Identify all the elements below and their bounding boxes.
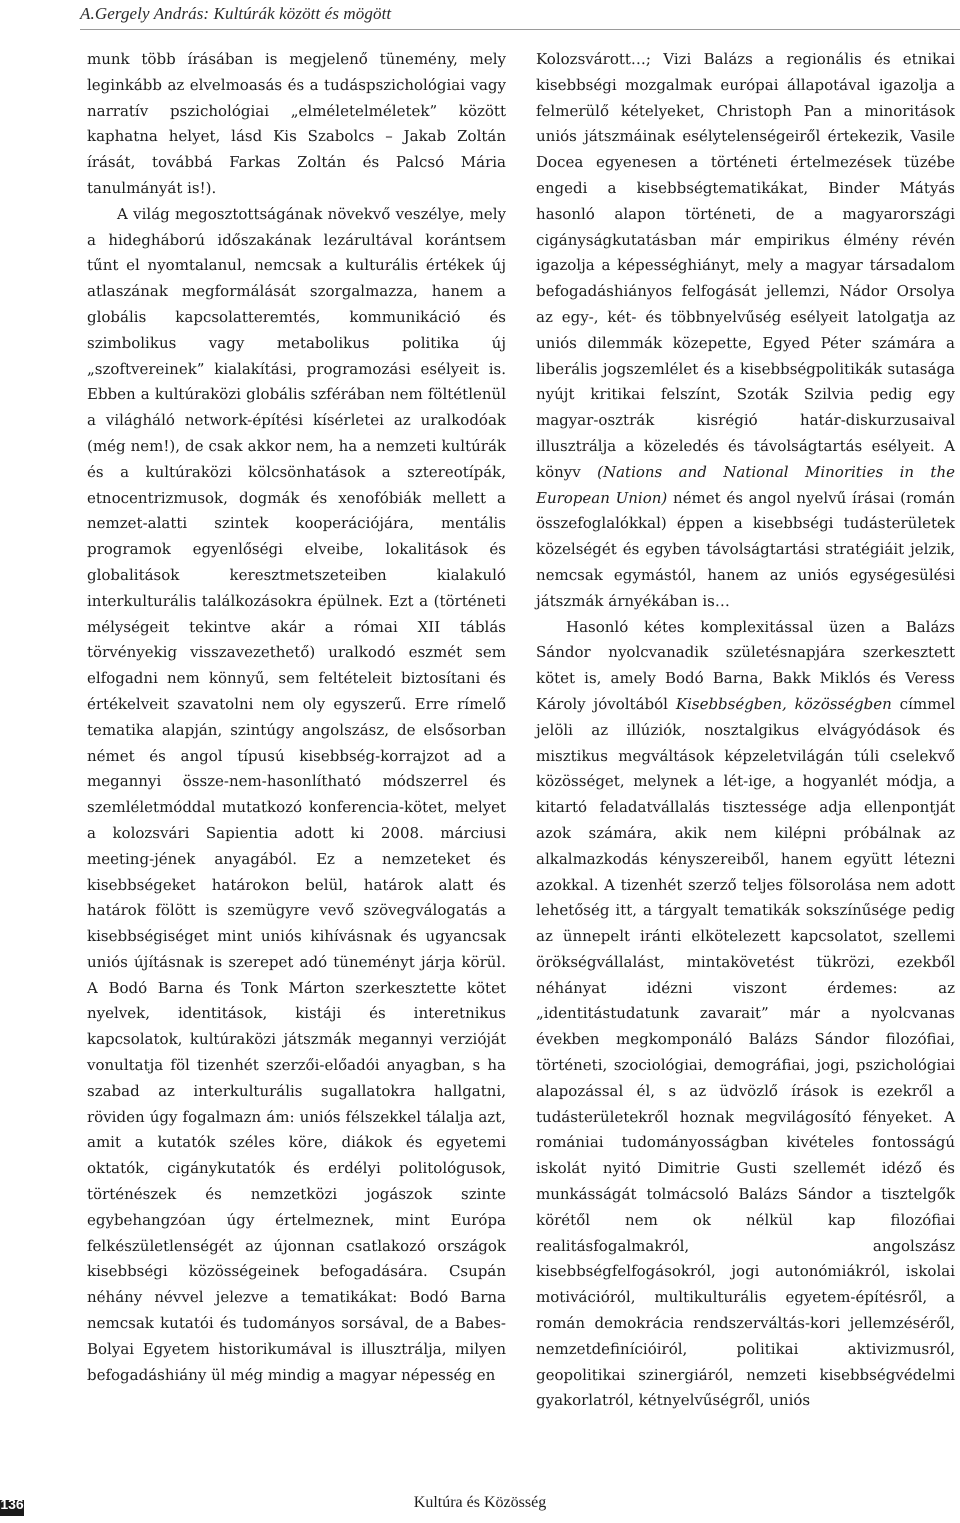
page-number: 136 [0,1496,24,1512]
right-paragraph-2 [536,615,955,1415]
journal-title: Kultúra és Közösség [413,1494,547,1511]
left-paragraph-2: A világ megosztottságának növekvő veszélye, mely a hidegháború időszakának lezárultával korántsem tűnt el nyomtalanul, nemcsak a kulturális értékek új atlaszának megformálását szorgalmazza, hanem a globális kapcsolatteremtés, kommunikáció és szimbolikus vagy metabolikus politika új „szoftvereinek” kialakítási, programozási esélyeit is. Ebben a kultúraközi globális szférában nem föltétlenül a világháló network-építési kísérletei az uralkodóak (még nem!), de csak akkor nem, ha a nemzeti kultúrák és a kultúraközi kölcsönhatások a sztereotípák, etnocentrizmusok, dogmák és xenofóbiák mellett a nemzet-alatti szintek kooperációjára, mentális programok egyenlőségi elveibe, lokalitások és globalitások keresztmetszeteiben kialakuló interkulturális találkozásokra épülnek. Ezt a (történeti mélységeit tekintve akár a római XII táblás törvényekig visszavezethető) uralkodó eszmét sem elfogadni nem könnyű, sem feltételeit biztosítani és értékelveit szavatolni nem oly egyszerű. Erre rímelő tematika alapján, szintúgy angolszász, de elsősorban német és angol típusú kisebbség-korrajzot ad a megannyi össze-nem-hasonlítható módszerrel és szemléletmóddal mutatkozó konferencia-kötet, melyet a kolozsvári Sapientia adott ki 2008. márciusi meeting-jének anyagából. Ez a nemzeteket és kisebbségeket határokon belül, határok alatt és határok fölött is szemügyre vevő szövegválogatás a kisebbségiséget mint uniós kihívásnak és ugyancsak uniós újításnak is szerepet adó tüneményt járja körül. A Bodó Barna és Tonk Márton szerkesztette kötet nyelvek, identitások, kistáji és interetnikus kapcsolatok, kultúraközi játszmák megannyi verzióját vonultatja föl tizenhét szerzői-előadói anyagban, s ha szabad az interkulturális sugallatokra hallgatni, röviden úgy fogalmazn ám: uniós félszekkel tálalja azt, amit a kutatók széles köre, diákok és egyetemi oktatók, cigánykutatók és erdélyi politológusok, történészek és nemzetközi jogászok szinte egybehangzóan úgy értelmeznek, mint Európa felkészületlenségét az újonnan csatlakozó országok kisebbségi közösségeinek befogadására. Csupán néhány névvel jelezve a tematikákat: Bodó Barna nemcsak kutatói és tudományos sorsával, de a Babes-Bolyai Egyetem historikumával is illusztrálja, milyen befogadáshiány ül még mindig a magyar népesség en [87,204,506,1384]
right-paragraph-1-text-b: német és angol nyelvű írásai (román összefoglalókkal) éppen a kisebbségi tudásterületek közelségét és egyben távolságtartási stratégiáit jelzik, nemcsak egymástól, hanem az uniós egységesülési játszmák árnyékában is… [536,488,955,610]
right-column [536,47,955,1414]
right-paragraph-2-text-a: Hasonló kétes komplexitással üzen a Balázs Sándor nyolcvanadik születésnapjára szerkesztett kötet is, amely Bodó Barna, Bakk Miklós és Veress Károly jóvoltából [536,617,955,713]
left-column [87,47,506,1388]
left-paragraph-1: munk több írásában is megjelenő tünemény, mely leginkább az elvelmoasás és a tudáspszichológiai vagy narratív pszichológiai „elméletelméletek” között kaphatna helyet, lásd Kis Szabolcs – Jakab Zoltán írását, továbbá Farkas Zoltán és Palcsó Mária tanulmányát is!). [87,50,506,197]
running-title: A.Gergely András: Kultúrák között és mögött [80,4,392,23]
right-paragraph-1 [536,47,955,615]
right-paragraph-1-text-a: Kolozsvárott…; Vizi Balázs a regionális és etnikai kisebbségi mozgalmak európai állapotával igazolja a felmerülő kételyeket, Christoph Pan a minoritások uniós játszmáinak esélytelenségeiről értekezik, Vasile Docea egyenesen a történeti értelmezések tüzébe engedi a kisebbségtematikákat, Binder Mátyás hasonló alapon történeti, de a magyarországi cigányságkutatásban már empirikus élmény révén igazolja a képességhiányt, mely a magyar társadalom befogadáshiányos felfogását jellemzi, Nádor Orsolya az egy-, két- és többnyelvűség esélyeit latolgatja az uniós dilemmák közepette, Egyed Péter számára a liberális jogszemlélet és a kisebbségpolitikák sutasága nyújt kritikai felszínt, Szoták Szilvia pedig egy magyar-osztrák kisrégió határ-diskurzusaival illusztrálja a közeledés és távolságtartás esélyeit. A könyv [536,50,955,481]
right-paragraph-2-text-b: címmel jelöli az illúziók, nosztalgikus elvágyódások és misztikus megváltások képzeletvilágán túli cselekvő közösséget, melynek a lét-ige, a hogyanlét módja, a kitartó feladatvállalás tisztessége adja ellenpontját azok számára, akik nem kilépni próbálnak az alkalmazkodás kényszereiből, hanem együtt létezni azokkal. A tizenhét szerző teljes fölsorolása nem adott lehetőség itt, a tárgyalt tematikák sokszínűsége pedig az ünnepelt iránti elkötelezett kapcsolatot, szellemi örökségvállalást, mintakövetést tükrözi, ezekből néhányat idézni viszont érdemes: az „identitástudatunk zavarait” már a nyolcvanas években megkomponáló Balázs Sándor filozófiai, történeti, szociológiai, demográfiai, jogi, pszichológiai alapozással él, s az üdvözlő írások is ezekről a tudásterületekről hoznak megvilágosító fényeket. A romániai tudományosságban kivételes fontosságú iskolát nyitó Dimitrie Gusti szellemét idéző és munkásságát tolmácsoló Balázs Sándor a tisztelgők körétől nem ok nélkül kap filozófiai realitásfogalmakról, angolszász kisebbségfelfogásokról, jogi autonómiákról, iskolai motivációról, multikulturális egyetem-építésről, a román demokrácia rendszerváltás-kori jellemzéséről, nemzetdefinícióiról, politikai aktivizmusról, geopolitikai szinergiáról, nemzeti kisebbségvédelmi gyakorlatról, kétnyelvűségről, uniós [536,694,956,1410]
header-divider [80,29,960,30]
book-title-kisebbsegben: Kisebbségben, közösségben [675,694,892,713]
book-title-nations: (Nations and National Minorities in the European Union) [536,462,955,507]
